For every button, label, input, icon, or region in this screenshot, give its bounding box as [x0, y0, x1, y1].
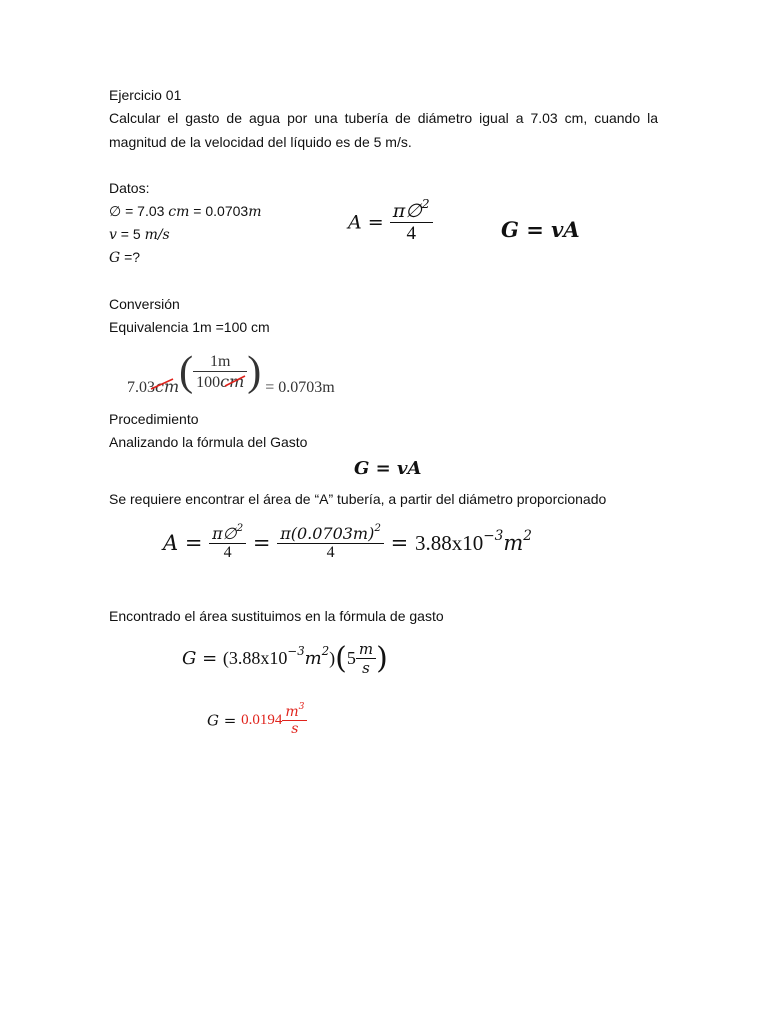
procedure-heading: Procedimiento [109, 411, 199, 427]
exercise-title: Ejercicio 01 [109, 87, 182, 103]
diameter-symbol: ∅ [109, 203, 122, 219]
area-statement: Se requiere encontrar el área de “A” tubería, a partir del diámetro proporcionado [109, 491, 607, 507]
problem-line-1: Calcular el gasto de agua por una tubería de diámetro igual a 7.03 cm, cuando la [109, 110, 658, 126]
substitution-statement: Encontrado el área sustituimos en la fórmula de gasto [109, 608, 444, 624]
area-calculation: A = $\frac{\pi\emptyset^2}{4}$ = $\frac{\pi(0.0703m)^2}{4}$ = $3.88x10^{-3}m^2$ [163, 522, 532, 561]
conversion-heading: Conversión [109, 296, 180, 312]
result-value: 0.0194 [241, 712, 283, 728]
analysis-text: Analizando la fórmula del Gasto [109, 434, 308, 450]
datos-diameter: ∅ = 7.03 cm = 0.0703m [109, 203, 262, 220]
substitution-formula: $G = (3.88x10^{-3}m^2)(5$ $\frac{m}{s}$ ) [182, 640, 388, 677]
datos-velocity: v = 5 m/s [109, 226, 170, 243]
datos-heading: Datos: [109, 180, 150, 196]
equivalence-text: Equivalencia 1m =100 cm [109, 319, 270, 335]
conversion-formula: 7.03cm ( $\frac{1m}{100cm}$ ) = 0.0703m [127, 349, 335, 396]
formula-area: A = $\frac{\pi\emptyset^2}{4}$ [348, 200, 433, 245]
strike-mark [149, 377, 175, 391]
datos-gasto: G =? [109, 249, 141, 266]
formula-gasto-center: G = vA [354, 458, 422, 479]
strike-mark [223, 374, 247, 388]
problem-line-2: magnitud de la velocidad del líquido es de 5 m/s. [109, 134, 412, 150]
formula-gasto: G = vA [501, 217, 580, 242]
result-formula: G = 0.0194 $\frac{m^3}{s}$ [207, 704, 307, 737]
